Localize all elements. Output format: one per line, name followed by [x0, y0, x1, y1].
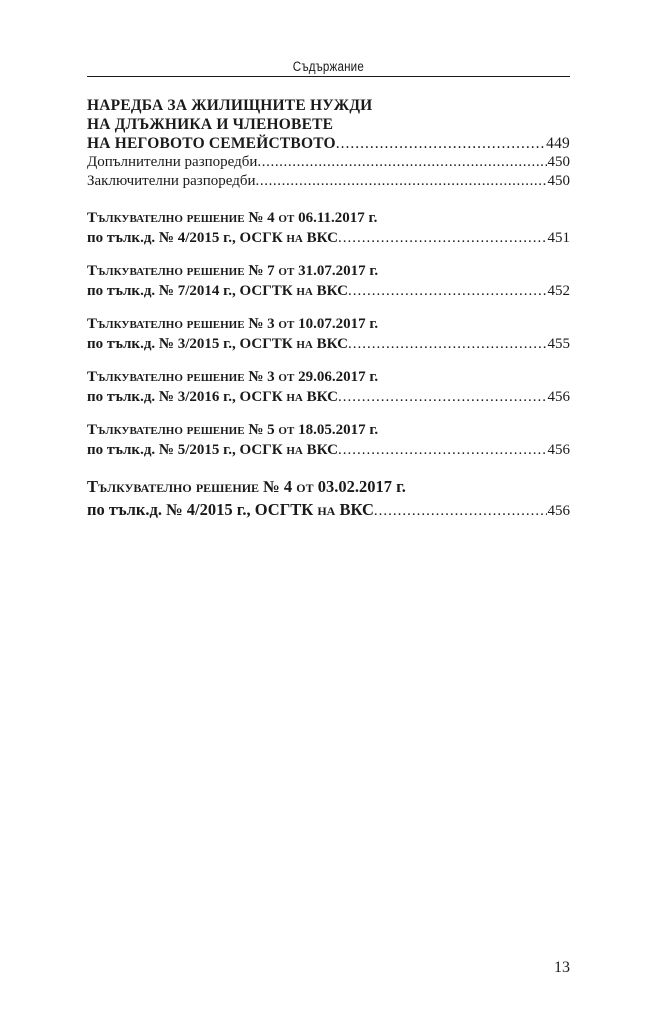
- header-title: Съдържание: [292, 59, 365, 74]
- toc-entry-label: Допълнителни разпоредби: [87, 154, 258, 170]
- decision-title: [87, 208, 570, 228]
- page-ref: 455: [547, 336, 570, 352]
- section-title-line3: НА НЕГОВОТО СЕМЕЙСТВОТО: [87, 135, 336, 152]
- dot-leader: [338, 228, 547, 248]
- decision-case-part: по тълк.д. № 5/2015 г., ОСГК: [87, 442, 287, 458]
- decision-title-part: 10.07.2017 г.: [294, 316, 379, 332]
- decision-case-line: [87, 228, 570, 248]
- toc-entry-decision[interactable]: [87, 475, 570, 523]
- decision-title: [87, 367, 570, 387]
- toc-entry-decision[interactable]: [87, 314, 570, 354]
- toc-entry-decision[interactable]: [87, 420, 570, 460]
- decision-case: [87, 228, 338, 248]
- page-ref: 450: [547, 154, 570, 170]
- dot-leader: [256, 172, 547, 191]
- dot-leader: [348, 334, 547, 354]
- section-title-line1: НАРЕДБА ЗА ЖИЛИЩНИТЕ НУЖДИ: [87, 97, 373, 114]
- page-ref: 452: [547, 283, 570, 299]
- page-ref: 456: [547, 442, 570, 458]
- decision-case: [87, 387, 338, 407]
- decision-case-part: ВКС: [302, 389, 338, 405]
- toc-entry-regulation[interactable]: [87, 134, 570, 153]
- decision-title-part: от: [278, 369, 295, 385]
- page-ref: 456: [547, 389, 570, 405]
- running-header: [87, 58, 570, 77]
- decision-title-part: 31.07.2017 г.: [294, 263, 379, 279]
- decision-title-part: 29.06.2017 г.: [294, 369, 379, 385]
- decision-case-part: на: [317, 500, 336, 519]
- decision-title-part: 03.02.2017 г.: [313, 477, 406, 496]
- toc-section-regulation: [87, 96, 570, 153]
- page-ref: 449: [546, 135, 570, 152]
- decision-case-part: по тълк.д. № 3/2016 г., ОСГК: [87, 389, 287, 405]
- decision-title-part: Тълкувателно решение: [87, 369, 245, 385]
- decision-case-part: на: [286, 389, 303, 405]
- decision-title: [87, 475, 570, 498]
- decision-title-part: 18.05.2017 г.: [294, 422, 379, 438]
- dot-leader: [348, 281, 547, 301]
- decision-case-part: ВКС: [335, 500, 374, 519]
- decision-case-part: ВКС: [302, 230, 338, 246]
- decision-title-part: Тълкувателно решение: [87, 477, 260, 496]
- toc-entry-decision[interactable]: [87, 208, 570, 248]
- decision-title-part: № 4: [259, 477, 297, 496]
- toc-entry-decision[interactable]: [87, 261, 570, 301]
- decision-title-part: Тълкувателно решение: [87, 422, 245, 438]
- decision-case-part: на: [296, 336, 313, 352]
- decision-case-line: [87, 440, 570, 460]
- decision-title-part: от: [278, 422, 295, 438]
- dot-leader: [336, 134, 545, 153]
- decision-case: [87, 440, 338, 460]
- toc-entry-decision[interactable]: [87, 367, 570, 407]
- decision-case-part: на: [296, 283, 313, 299]
- decision-title: [87, 261, 570, 281]
- decision-title-part: Тълкувателно решение: [87, 316, 245, 332]
- decision-title-part: Тълкувателно решение: [87, 210, 245, 226]
- decision-case-line: [87, 334, 570, 354]
- page-ref: 451: [547, 230, 570, 246]
- decision-title-part: от: [296, 477, 314, 496]
- decision-case-line: [87, 498, 570, 523]
- dot-leader: [338, 440, 547, 460]
- toc-entry-additional-provisions[interactable]: [87, 153, 570, 172]
- table-of-contents: [87, 96, 570, 523]
- decision-case-part: по тълк.д. № 3/2015 г., ОСГТК: [87, 336, 297, 352]
- dot-leader: [257, 153, 546, 172]
- section-title-line2: НА ДЛЪЖНИКА И ЧЛЕНОВЕТЕ: [87, 116, 334, 133]
- page-ref: 456: [547, 503, 570, 519]
- decision-case-part: ВКС: [302, 442, 338, 458]
- decision-case-part: ВКС: [312, 283, 348, 299]
- decision-case-part: по тълк.д. № 4/2015 г., ОСГК: [87, 230, 287, 246]
- decision-case-part: на: [286, 230, 303, 246]
- decision-case-line: [87, 281, 570, 301]
- decision-title-part: № 3: [244, 369, 279, 385]
- decision-title-part: от: [278, 316, 295, 332]
- toc-entry-label: Заключителни разпоредби: [87, 173, 256, 189]
- decision-case: [87, 281, 348, 301]
- decision-title-part: 06.11.2017 г.: [294, 210, 378, 226]
- decision-title-part: от: [278, 263, 295, 279]
- decision-title-part: № 5: [244, 422, 279, 438]
- decision-title: [87, 420, 570, 440]
- dot-leader: [374, 500, 547, 523]
- decision-case-line: [87, 387, 570, 407]
- decision-case-part: по тълк.д. № 7/2014 г., ОСГТК: [87, 283, 297, 299]
- decision-case: [87, 334, 348, 354]
- decision-case-part: на: [286, 442, 303, 458]
- toc-entry-final-provisions[interactable]: [87, 172, 570, 191]
- page-number: 13: [554, 959, 570, 976]
- decision-case: [87, 498, 374, 521]
- decision-title-part: № 7: [244, 263, 279, 279]
- decision-title-part: Тълкувателно решение: [87, 263, 245, 279]
- decision-title: [87, 314, 570, 334]
- decision-title-part: от: [278, 210, 295, 226]
- page-ref: 450: [547, 173, 570, 189]
- decision-case-part: ВКС: [312, 336, 348, 352]
- decision-title-part: № 3: [244, 316, 279, 332]
- decision-case-part: по тълк.д. № 4/2015 г., ОСГТК: [87, 500, 318, 519]
- decision-title-part: № 4: [244, 210, 279, 226]
- dot-leader: [338, 387, 547, 407]
